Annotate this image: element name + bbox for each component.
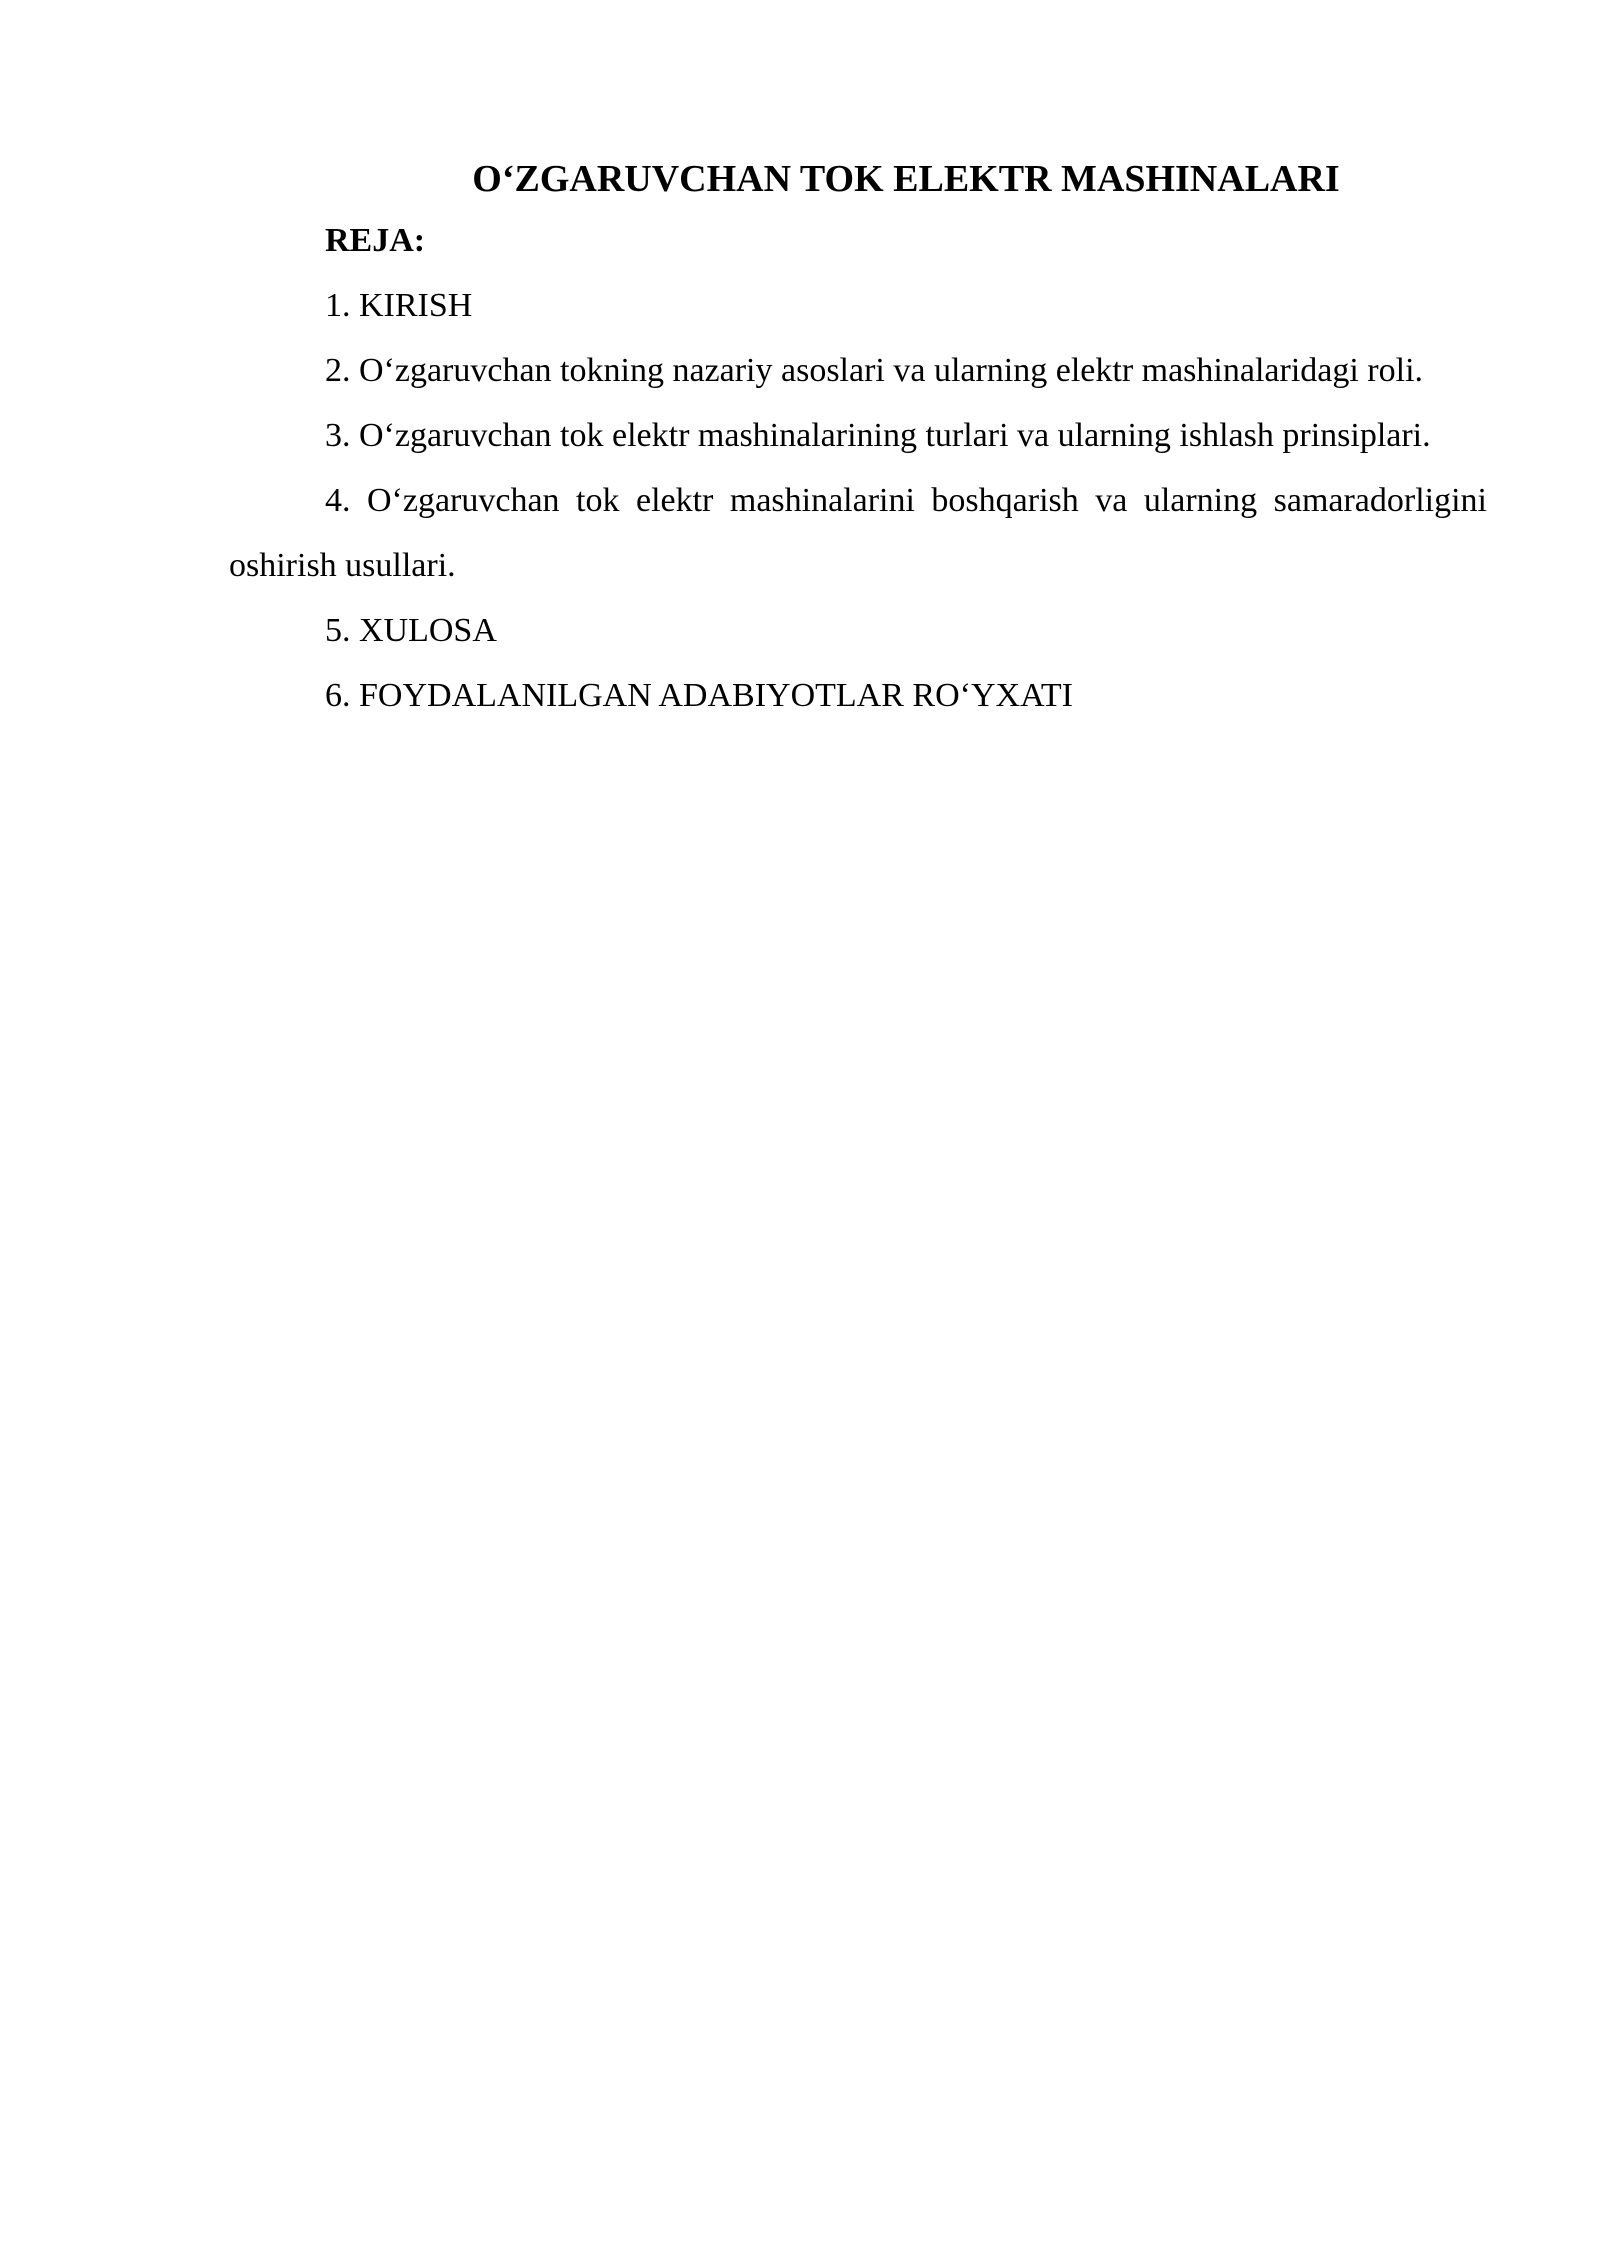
plan-item-control: 4. O‘zgaruvchan tok elektr mashinalarini boshqarish va ularning samaradorligini oshirish usullari. <box>229 482 1487 584</box>
plan-item-introduction: 1. KIRISH <box>325 287 473 324</box>
plan-item-references: 6. FOYDALANILGAN ADABIYOTLAR RO‘YXATI <box>325 677 1073 714</box>
plan-heading: REJA: <box>325 222 426 259</box>
document-content <box>229 150 1487 728</box>
document-title: O‘ZGARUVCHAN TOK ELEKTR MASHINALARI <box>472 158 1340 200</box>
plan-item-conclusion: 5. XULOSA <box>325 612 497 649</box>
plan-list <box>229 273 1487 728</box>
plan-item-theory: 2. O‘zgaruvchan tokning nazariy asoslari va ularning elektr mashinalaridagi roli. <box>325 352 1424 389</box>
plan-item-types: 3. O‘zgaruvchan tok elektr mashinalarining turlari va ularning ishlash prinsiplari. <box>325 417 1431 454</box>
